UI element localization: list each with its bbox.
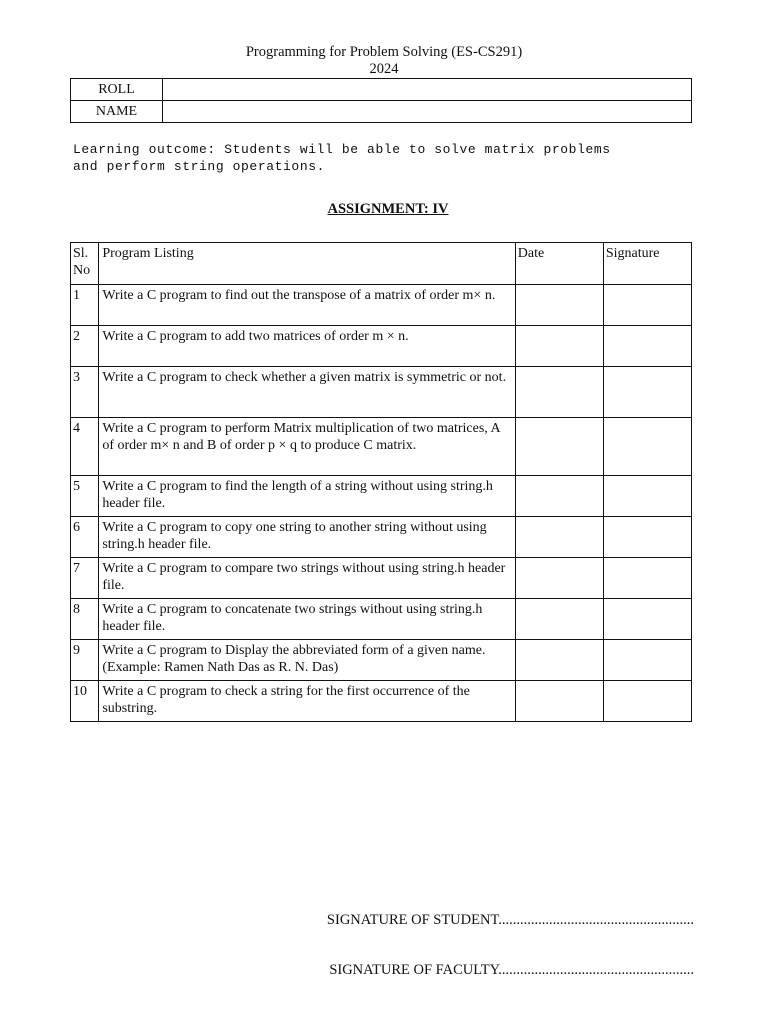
row-date[interactable] bbox=[515, 326, 603, 367]
row-signature[interactable] bbox=[603, 326, 691, 367]
table-row bbox=[71, 558, 692, 599]
row-sl: 2 bbox=[71, 326, 99, 367]
row-program: Write a C program to find the length of a string without using string.h header file. bbox=[99, 476, 515, 517]
row-sl: 10 bbox=[71, 681, 99, 722]
table-row bbox=[71, 326, 692, 367]
row-program: Write a C program to add two matrices of order m × n. bbox=[99, 326, 515, 367]
table-row bbox=[71, 367, 692, 418]
row-sl: 8 bbox=[71, 599, 99, 640]
learning-outcome-line-2: and perform string operations. bbox=[73, 159, 326, 174]
learning-outcome bbox=[73, 141, 713, 175]
row-date[interactable] bbox=[515, 367, 603, 418]
roll-label: ROLL bbox=[71, 79, 163, 101]
name-label: NAME bbox=[71, 101, 163, 123]
course-title: Programming for Problem Solving (ES-CS291) bbox=[245, 44, 523, 60]
program-table bbox=[70, 242, 692, 722]
row-date[interactable] bbox=[515, 285, 603, 326]
row-date[interactable] bbox=[515, 418, 603, 476]
table-row bbox=[71, 681, 692, 722]
header-program-listing: Program Listing bbox=[99, 243, 515, 285]
signature-of-student: SIGNATURE OF STUDENT...................................................... bbox=[326, 912, 694, 928]
table-row bbox=[71, 285, 692, 326]
row-signature[interactable] bbox=[603, 418, 691, 476]
row-signature[interactable] bbox=[603, 367, 691, 418]
row-program: Write a C program to concatenate two strings without using string.h header file. bbox=[99, 599, 515, 640]
row-signature[interactable] bbox=[603, 599, 691, 640]
row-signature[interactable] bbox=[603, 681, 691, 722]
row-program: Write a C program to perform Matrix multiplication of two matrices, A of order m× n and B of order p × q to produce C matrix. bbox=[99, 418, 515, 476]
student-id-table bbox=[70, 78, 692, 123]
table-row bbox=[71, 476, 692, 517]
learning-outcome-line-1: Learning outcome: Students will be able to solve matrix problems bbox=[73, 142, 611, 157]
assignment-title: ASSIGNMENT: IV bbox=[327, 201, 449, 217]
table-row bbox=[71, 517, 692, 558]
row-sl: 6 bbox=[71, 517, 99, 558]
table-row bbox=[71, 640, 692, 681]
name-row bbox=[71, 101, 692, 123]
name-field[interactable] bbox=[163, 101, 692, 123]
row-date[interactable] bbox=[515, 517, 603, 558]
table-header-row bbox=[71, 243, 692, 285]
row-signature[interactable] bbox=[603, 285, 691, 326]
row-date[interactable] bbox=[515, 599, 603, 640]
row-sl: 9 bbox=[71, 640, 99, 681]
row-signature[interactable] bbox=[603, 558, 691, 599]
row-date[interactable] bbox=[515, 640, 603, 681]
row-sl: 5 bbox=[71, 476, 99, 517]
roll-row bbox=[71, 79, 692, 101]
row-signature[interactable] bbox=[603, 640, 691, 681]
row-sl: 7 bbox=[71, 558, 99, 599]
row-program: Write a C program to Display the abbreviated form of a given name. (Example: Ramen Nath Das as R. N. Das) bbox=[99, 640, 515, 681]
roll-field[interactable] bbox=[163, 79, 692, 101]
header-date: Date bbox=[515, 243, 603, 285]
row-program: Write a C program to check whether a given matrix is symmetric or not. bbox=[99, 367, 515, 418]
row-date[interactable] bbox=[515, 476, 603, 517]
course-year: 2024 bbox=[369, 61, 399, 77]
row-program: Write a C program to copy one string to another string without using string.h header file. bbox=[99, 517, 515, 558]
row-signature[interactable] bbox=[603, 517, 691, 558]
row-program: Write a C program to check a string for the first occurrence of the substring. bbox=[99, 681, 515, 722]
row-program: Write a C program to compare two strings without using string.h header file. bbox=[99, 558, 515, 599]
row-sl: 1 bbox=[71, 285, 99, 326]
row-sl: 4 bbox=[71, 418, 99, 476]
table-row bbox=[71, 418, 692, 476]
header-sl-no: Sl. No bbox=[71, 243, 99, 285]
header-signature: Signature bbox=[603, 243, 691, 285]
table-row bbox=[71, 599, 692, 640]
row-date[interactable] bbox=[515, 681, 603, 722]
row-program: Write a C program to find out the transpose of a matrix of order m× n. bbox=[99, 285, 515, 326]
signature-of-faculty: SIGNATURE OF FACULTY...................................................... bbox=[329, 962, 694, 978]
row-date[interactable] bbox=[515, 558, 603, 599]
row-sl: 3 bbox=[71, 367, 99, 418]
row-signature[interactable] bbox=[603, 476, 691, 517]
